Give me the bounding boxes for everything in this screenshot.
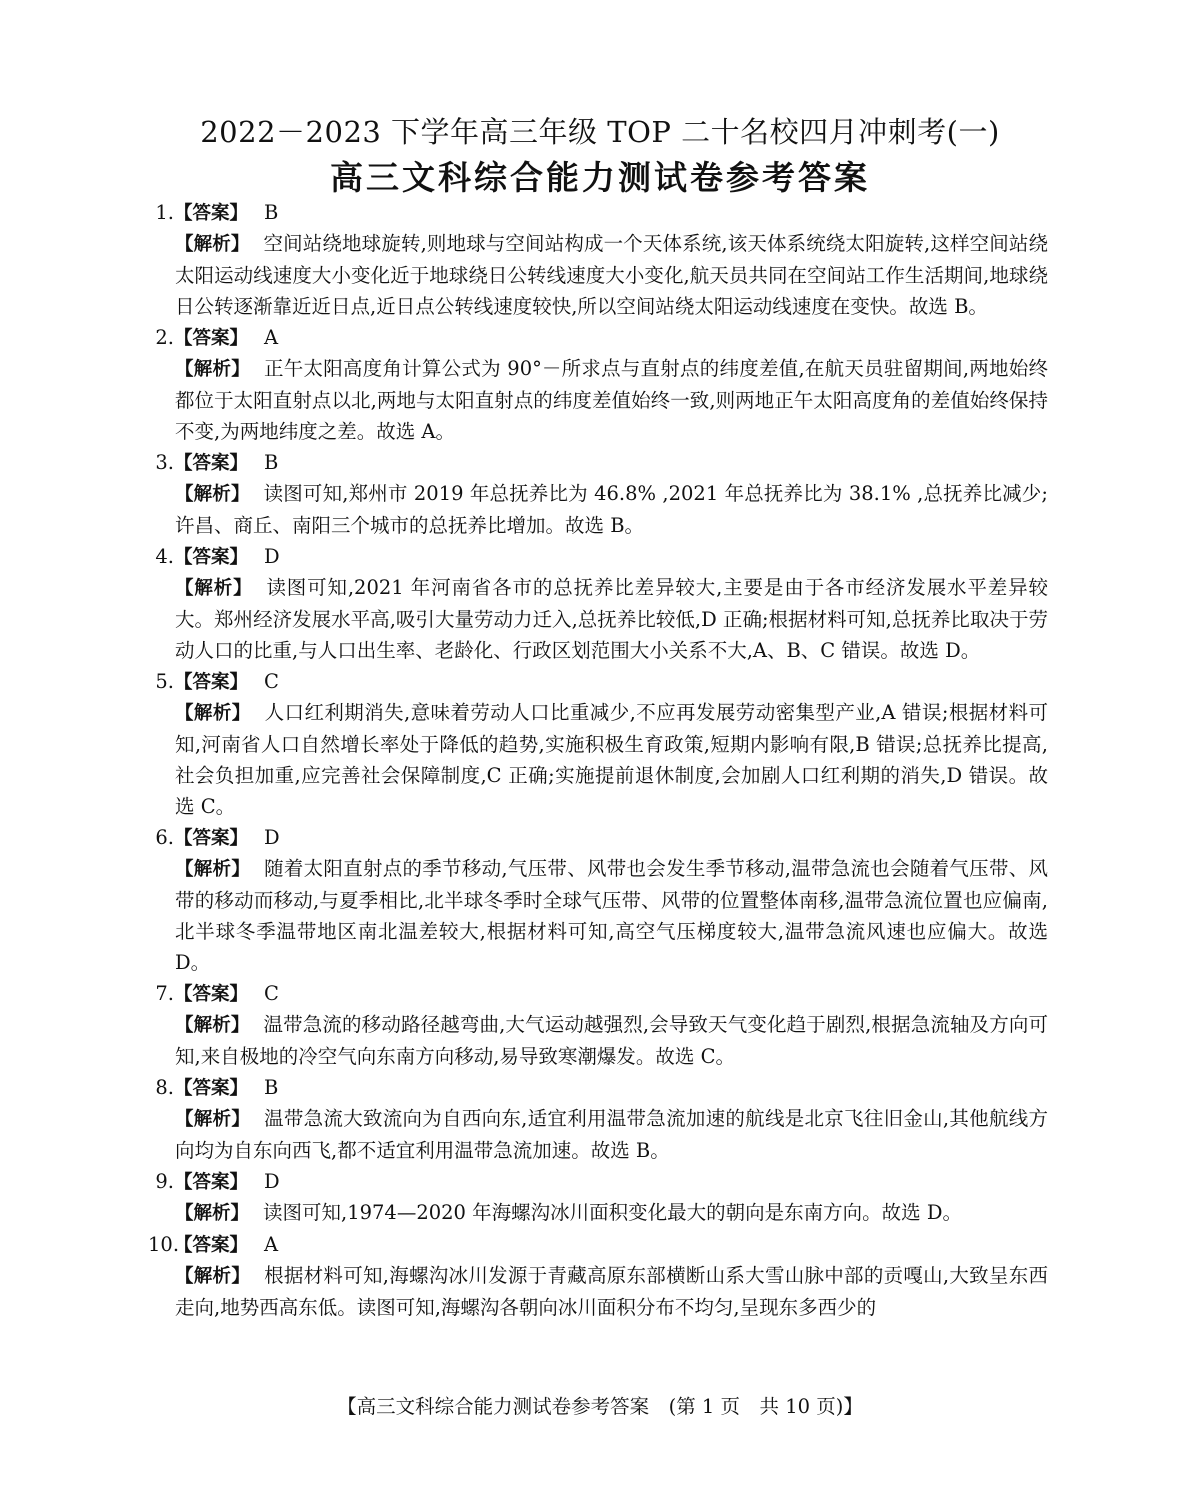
answer-item (148, 822, 1048, 978)
answer-value: B (264, 451, 279, 474)
question-number: 1. (155, 201, 174, 224)
question-number: 8. (155, 1076, 174, 1099)
answer-value: A (264, 1233, 279, 1256)
answer-item (148, 1229, 1048, 1323)
analysis-text: 读图可知,1974—2020 年海螺沟冰川面积变化最大的朝向是东南方向。故选 D。 (263, 1201, 962, 1224)
analysis-text: 温带急流大致流向为自西向东,适宜利用温带急流加速的航线是北京飞往旧金山,其他航线方向均为自东向西飞,都不适宜利用温带急流加速。故选 B。 (175, 1107, 1048, 1162)
page-footer: 【高三文科综合能力测试卷参考答案 (第 1 页 共 10 页)】 (337, 1395, 863, 1418)
answer-line (148, 1229, 1048, 1260)
question-number: 5. (155, 670, 174, 693)
answer-label: 【答案】 (174, 547, 249, 568)
answer-line (148, 322, 1048, 353)
answer-value: B (264, 1076, 279, 1099)
answer-label: 【答案】 (174, 1078, 249, 1099)
analysis-block (175, 1197, 1048, 1229)
answer-item (148, 978, 1048, 1072)
analysis-block (175, 353, 1048, 447)
analysis-block (175, 1103, 1048, 1166)
answer-item (148, 1072, 1048, 1166)
document-subtitle: 高三文科综合能力测试卷参考答案 (330, 158, 870, 197)
analysis-block (175, 1009, 1048, 1072)
answer-label: 【答案】 (174, 203, 249, 224)
analysis-label: 【解析】 (175, 703, 251, 724)
answer-value: C (264, 982, 279, 1005)
analysis-label: 【解析】 (175, 859, 251, 880)
analysis-label: 【解析】 (175, 484, 250, 505)
answer-line (148, 822, 1048, 853)
answer-value: D (264, 1170, 280, 1193)
question-number: 7. (155, 982, 174, 1005)
analysis-block (175, 478, 1048, 541)
analysis-block (175, 228, 1048, 322)
answer-line (148, 447, 1048, 478)
answer-value: D (264, 826, 280, 849)
answer-line (148, 666, 1048, 697)
question-number: 10. (148, 1233, 180, 1256)
answer-value: C (264, 670, 279, 693)
answer-item (148, 1166, 1048, 1229)
question-number: 2. (155, 326, 174, 349)
analysis-label: 【解析】 (175, 359, 250, 380)
exam-title: 2022－2023 下学年高三年级 TOP 二十名校四月冲刺考(一) (200, 115, 1000, 149)
analysis-label: 【解析】 (175, 1203, 250, 1224)
analysis-text: 根据材料可知,海螺沟冰川发源于青藏高原东部横断山系大雪山脉中部的贡嘎山,大致呈东西走向,地势西高东低。读图可知,海螺沟各朝向冰川面积分布不均匀,呈现东多西少的 (175, 1264, 1048, 1319)
answer-label: 【答案】 (174, 328, 249, 349)
question-number: 9. (155, 1170, 174, 1193)
answer-list (148, 197, 1048, 1323)
answer-item (148, 322, 1048, 447)
answer-label: 【答案】 (174, 984, 249, 1005)
analysis-block (175, 1260, 1048, 1323)
answer-item (148, 447, 1048, 541)
analysis-label: 【解析】 (175, 1266, 251, 1287)
question-number: 4. (155, 545, 174, 568)
analysis-text: 读图可知,郑州市 2019 年总抚养比为 46.8% ,2021 年总抚养比为 38.1% ,总抚养比减少;许昌、商丘、南阳三个城市的总抚养比增加。故选 B。 (175, 482, 1048, 537)
analysis-label: 【解析】 (175, 1015, 250, 1036)
analysis-text: 正午太阳高度角计算公式为 90°－所求点与直射点的纬度差值,在航天员驻留期间,两地始终都位于太阳直射点以北,两地与太阳直射点的纬度差值始终一致,则两地正午太阳高度角的差值始终保持不变,为两地纬度之差。故选 A。 (175, 357, 1048, 443)
analysis-label: 【解析】 (175, 1109, 251, 1130)
analysis-block (175, 853, 1048, 978)
answer-line (148, 541, 1048, 572)
answer-label: 【答案】 (174, 828, 249, 849)
answer-line (148, 197, 1048, 228)
analysis-text: 人口红利期消失,意味着劳动人口比重减少,不应再发展劳动密集型产业,A 错误;根据材料可知,河南省人口自然增长率处于降低的趋势,实施积极生育政策,短期内影响有限,B 错误;总抚养比提高,社会负担加重,应完善社会保障制度,C 正确;实施提前退休制度,会加剧人口红利期的消失,D 错误。故选 C。 (175, 701, 1048, 818)
analysis-text: 温带急流的移动路径越弯曲,大气运动越强烈,会导致天气变化趋于剧烈,根据急流轴及方向可知,来自极地的冷空气向东南方向移动,易导致寒潮爆发。故选 C。 (175, 1013, 1048, 1068)
answer-line (148, 1166, 1048, 1197)
answer-line (148, 978, 1048, 1009)
analysis-text: 随着太阳直射点的季节移动,气压带、风带也会发生季节移动,温带急流也会随着气压带、风带的移动而移动,与夏季相比,北半球冬季时全球气压带、风带的位置整体南移,温带急流位置也应偏南,北半球冬季温带地区南北温差较大,根据材料可知,高空气压梯度较大,温带急流风速也应偏大。故选 D。 (175, 857, 1048, 974)
answer-value: D (264, 545, 280, 568)
analysis-text: 空间站绕地球旋转,则地球与空间站构成一个天体系统,该天体系统绕太阳旋转,这样空间站绕太阳运动线速度大小变化近于地球绕日公转线速度大小变化,航天员共同在空间站工作生活期间,地球绕日公转逐渐靠近近日点,近日点公转线速度较快,所以空间站绕太阳运动线速度在变快。故选 B。 (175, 232, 1048, 318)
answer-label: 【答案】 (174, 1235, 249, 1256)
analysis-text: 读图可知,2021 年河南省各市的总抚养比差异较大,主要是由于各市经济发展水平差异较大。郑州经济发展水平高,吸引大量劳动力迁入,总抚养比较低,D 正确;根据材料可知,总抚养比取决于劳动人口的比重,与人口出生率、老龄化、行政区划范围大小关系不大,A、B、C 错误。故选 D。 (175, 576, 1048, 662)
answer-value: B (264, 201, 279, 224)
answer-label: 【答案】 (174, 453, 249, 474)
analysis-label: 【解析】 (175, 578, 253, 599)
answer-value: A (264, 326, 279, 349)
analysis-block (175, 697, 1048, 822)
answer-label: 【答案】 (174, 672, 249, 693)
analysis-label: 【解析】 (175, 234, 250, 255)
analysis-block (175, 572, 1048, 666)
question-number: 6. (155, 826, 174, 849)
answer-line (148, 1072, 1048, 1103)
question-number: 3. (155, 451, 174, 474)
answer-item (148, 197, 1048, 322)
answer-item (148, 666, 1048, 822)
answer-label: 【答案】 (174, 1172, 249, 1193)
answer-item (148, 541, 1048, 666)
